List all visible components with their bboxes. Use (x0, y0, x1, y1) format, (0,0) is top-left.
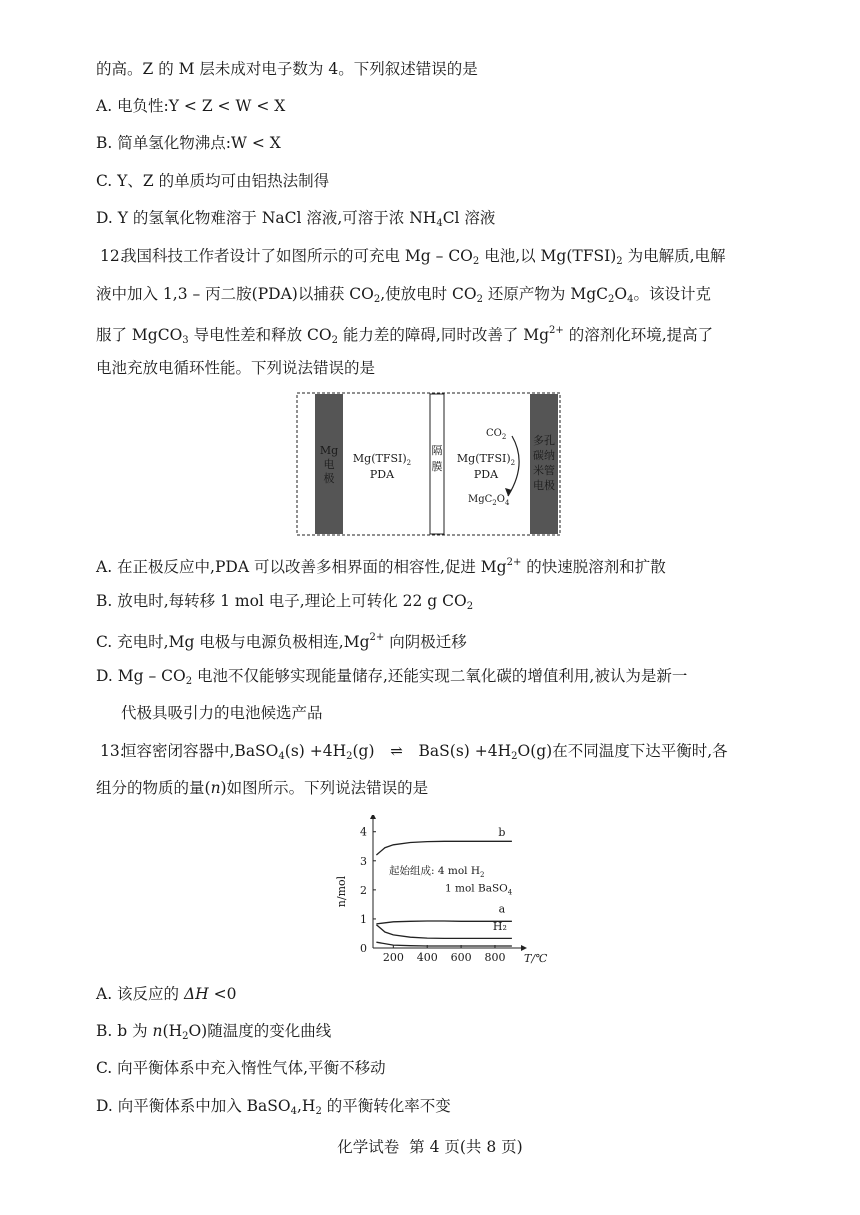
y-tick-label: 3 (360, 854, 367, 868)
carbon-electrode-label-4: 电极 (533, 479, 555, 492)
x-axis-arrow (521, 945, 527, 951)
annotation-line-1: 起始组成: 4 mol $H_2$ (389, 864, 485, 879)
x-axis-label: T/℃ (524, 952, 548, 965)
mg-electrode-label-1: Mg (319, 444, 339, 457)
separator-label-2: 膜 (431, 460, 443, 473)
q12-option-a: A. 在正极反应中,PDA 可以改善多相界面的相容性,促进 $Mg^{2+}$ 的快速脱溶剂和扩散 (96, 557, 666, 576)
q12-stem-line4: 电池充放电循环性能。下列说法错误的是 (96, 359, 376, 377)
series-label-2: a (498, 902, 506, 916)
y-axis-label: n/mol (335, 875, 348, 908)
q13-option-a: A. 该反应的 ΔH <0 (96, 985, 237, 1003)
q13-option-b: B. b 为 $n(H_2O)$随温度的变化曲线 (96, 1022, 332, 1042)
mg-electrode-label-2: 电 (323, 458, 335, 471)
q11-option-c: C. Y、Z 的单质均可由铝热法制得 (96, 172, 330, 190)
q12-stem-line1: 我国科技工作者设计了如图所示的可充电 Mg – $CO_2$ 电池,以 $Mg(TFSI)_2$ 为电解质,电解 (121, 247, 726, 267)
co2-label: $CO_2$ (486, 428, 507, 441)
q11-option-b: B. 简单氢化物沸点:W < X (96, 134, 281, 152)
q13-option-d: D. 向平衡体系中加入 $BaSO_4,H_2$ 的平衡转化率不变 (96, 1097, 451, 1117)
q12-stem-line3: 服了 MgCO$_3$ 导电性差和释放 $CO_2$ 能力差的障碍,同时改善了 $Mg^{2+}$ 的溶剂化环境,提高了 (96, 325, 714, 346)
q12-option-d: D. Mg – $CO_2$ 电池不仅能够实现能量储存,还能实现二氧化碳的增值利用,被认为是新一 (96, 667, 688, 687)
catholyte-pda-label: PDA (473, 468, 499, 481)
q11-intro: 的高。Z 的 M 层未成对电子数为 4。下列叙述错误的是 (96, 60, 478, 78)
x-tick-label: 800 (484, 951, 506, 964)
y-tick-label: 1 (360, 912, 367, 926)
q12-stem-line2: 液中加入 1,3 – 丙二胺(PDA)以捕获 $CO_2$,使放电时 $CO_2$ 还原产物为 $MgC_2O_4$。该设计克 (96, 285, 711, 305)
carbon-electrode-label-3: 米管 (533, 464, 555, 477)
mgc2o4-label: $MgC_2O_4$ (468, 494, 510, 507)
q12-option-d-cont: 代极具吸引力的电池候选产品 (121, 704, 323, 722)
y-axis-arrow (370, 815, 376, 819)
series-label-1: b (498, 826, 506, 840)
anolyte-pda-label: PDA (369, 468, 395, 481)
series-line-4 (376, 942, 512, 946)
page-footer (0, 1135, 860, 1157)
battery-diagram (296, 392, 561, 537)
anolyte-label: $Mg(TFSI)_2$ (352, 452, 412, 467)
footer-page: 第 4 页(共 8 页) (409, 1138, 523, 1156)
y-tick-label: 4 (360, 825, 367, 839)
q13-option-c: C. 向平衡体系中充入惰性气体,平衡不移动 (96, 1059, 386, 1077)
y-tick-label: 2 (360, 883, 367, 897)
x-tick-label: 200 (382, 951, 404, 964)
equilibrium-chart (335, 815, 550, 970)
chart-labels (335, 826, 548, 965)
annotation-line-2: 1 mol BaSO$_4$ (445, 882, 513, 897)
series-label-3: H₂ (492, 919, 507, 933)
q11-option-d: D. Y 的氢氧化物难溶于 NaCl 溶液,可溶于浓 $NH_4Cl$ 溶液 (96, 209, 496, 229)
q12-number: 12. (100, 247, 125, 265)
series-line-1 (376, 841, 512, 855)
series-line-2 (376, 921, 512, 924)
q13-stem-line2: 组分的物质的量(n)如图所示。下列说法错误的是 (96, 779, 429, 797)
footer-subject: 化学试卷 (337, 1138, 400, 1156)
y-tick-label: 0 (360, 942, 367, 955)
x-tick-label: 600 (450, 951, 472, 964)
equilibrium-arrow: ⇌ (390, 742, 403, 760)
q13-stem-line1: 恒容密闭容器中,BaSO$_4$(s) $+4H_2(g)$ ⇌ $BaS(s) +4H_2O(g)$在不同温度下达平衡时,各 (121, 742, 728, 762)
carbon-electrode-label-2: 碳纳 (533, 449, 555, 462)
series-line-3 (376, 925, 512, 939)
separator-label-1: 隔 (431, 444, 443, 457)
catholyte-label: $Mg(TFSI)_2$ (456, 452, 516, 467)
q11-option-a: A. 电负性:Y < Z < W < X (96, 97, 286, 115)
mg-electrode-label-3: 极 (323, 472, 335, 485)
q13-number: 13. (100, 742, 125, 760)
carbon-electrode-label-1: 多孔 (533, 434, 555, 447)
x-tick-label: 400 (416, 951, 438, 964)
q12-option-c: C. 充电时,Mg 电极与电源负极相连$,Mg^{2+}$ 向阴极迁移 (96, 632, 467, 651)
q12-option-b: B. 放电时,每转移 1 mol 电子,理论上可转化 22 g $CO_2$ (96, 592, 474, 612)
